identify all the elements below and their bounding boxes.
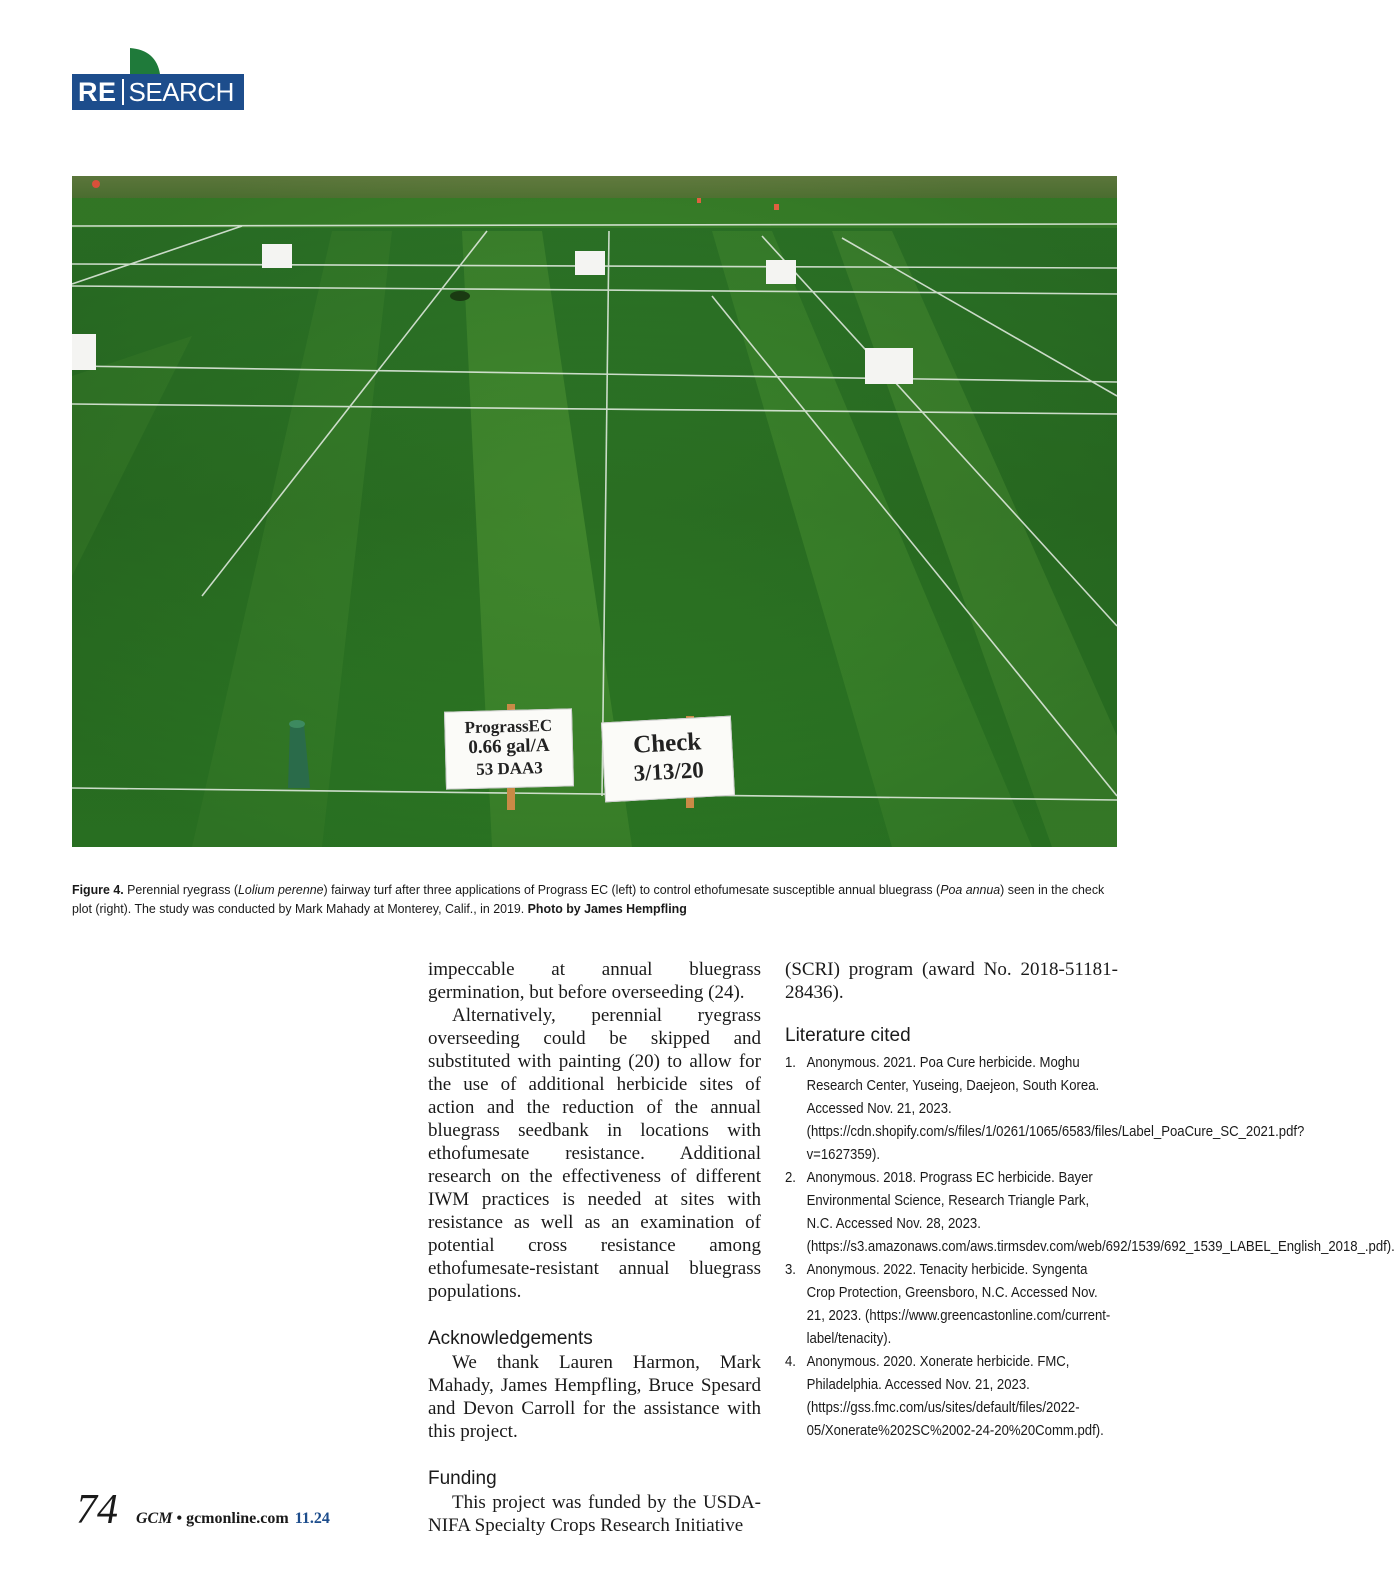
reference-list xyxy=(785,1052,1395,1443)
literature-heading: Literature cited xyxy=(785,1025,911,1046)
figure-label: Figure 4. xyxy=(72,882,124,897)
sign-check-line2: 3/13/20 xyxy=(632,757,705,786)
logo-re-text: RE xyxy=(78,76,117,107)
page-footer xyxy=(76,1486,330,1534)
funding-heading: Funding xyxy=(428,1468,497,1489)
page-number: 74 xyxy=(76,1487,118,1533)
sign-check xyxy=(601,716,735,803)
body-column-middle xyxy=(428,958,761,1537)
acknowledgements-heading: Acknowledgements xyxy=(428,1328,593,1349)
caption-text-3: ) seen in the check plot (right). The study was conducted by Mark Mahady at Monterey, Calif., in 2019. xyxy=(72,882,1105,916)
caption-text-2: ) fairway turf after three applications of Prograss EC (left) to control ethofumesate susceptible annual bluegrass ( xyxy=(323,882,941,897)
caption-text-1: Perennial ryegrass ( xyxy=(123,882,239,897)
publication-info xyxy=(136,1510,330,1528)
caption-species-1: Lolium perenne xyxy=(238,882,324,897)
publication-name: GCM xyxy=(136,1510,173,1527)
issue-date: 11.24 xyxy=(294,1510,330,1527)
figure-caption xyxy=(72,880,1117,918)
body-paragraph-1: impeccable at annual bluegrass germination, but before overseeding (24). xyxy=(428,959,761,1003)
body-paragraph-2: Alternatively, perennial ryegrass overseeding could be skipped and substituted with painting (20) to allow for the use of additional herbicide sites of action and the reduction of the annual bluegrass seedbank in locations with ethofumesate resistance. Additional research on the effectiveness of different IWM practices is needed at sites with resistance as well as an examination of potential cross resistance among ethofumesate-resistant annual bluegrass populations. xyxy=(428,1005,761,1302)
reference-item: 3. Anonymous. 2022. Tenacity herbicide. Syngenta Crop Protection, Greensboro, N.C. Accessed Nov. 21, 2023. (https://www.greencastonline.com/current-label/tenacity). xyxy=(785,1262,1111,1347)
photo-credit: Photo by James Hempfling xyxy=(527,901,687,916)
reference-item: 4. Anonymous. 2020. Xonerate herbicide. FMC, Philadelphia. Accessed Nov. 21, 2023. (https://gss.fmc.com/us/sites/default/files/2022-05/Xonerate%202SC%2002-24-20%20Comm.pdf). xyxy=(785,1354,1104,1439)
funding-text-continued: (SCRI) program (award No. 2018-51181-28436). xyxy=(785,959,1118,1003)
research-section-logo xyxy=(72,46,244,110)
publication-separator: • xyxy=(172,1510,187,1527)
sign-prograss xyxy=(444,708,574,789)
reference-item: 2. Anonymous. 2018. Prograss EC herbicide. Bayer Environmental Science, Research Triangle Park, N.C. Accessed Nov. 28, 2023. (https://s3.amazonaws.com/aws.tirmsdev.com/web/692/1539/692_1539_LABEL_English_2018_.pdf). xyxy=(785,1170,1395,1255)
leaf-icon xyxy=(128,46,162,74)
sign-prograss-line3: 53 DAA3 xyxy=(475,758,544,779)
sign-check-line1: Check xyxy=(632,728,702,759)
sign-prograss-line1: PrograssEC xyxy=(464,715,553,738)
reference-item: 1. Anonymous. 2021. Poa Cure herbicide. Moghu Research Center, Yuseing, Daejeon, South Korea. Accessed Nov. 21, 2023. (https://cdn.shopify.com/s/files/1/0261/1065/6583/files/Label_PoaCure_SC_2021.pdf?v=1627359). xyxy=(785,1055,1305,1163)
sign-prograss-line2: 0.66 gal/A xyxy=(468,734,550,759)
turf-plot-photo xyxy=(72,176,1117,847)
caption-species-2: Poa annua xyxy=(940,882,1001,897)
logo-bar xyxy=(72,74,244,110)
funding-text: This project was funded by the USDA-NIFA Specialty Crops Research Initiative xyxy=(428,1492,761,1536)
acknowledgements-text: We thank Lauren Harmon, Mark Mahady, James Hempfling, Bruce Spesard and Devon Carroll for the assistance with this project. xyxy=(428,1352,761,1442)
logo-search-text: SEARCH xyxy=(128,76,234,107)
body-column-right xyxy=(785,958,1395,1443)
publication-website: gcmonline.com xyxy=(186,1510,289,1527)
